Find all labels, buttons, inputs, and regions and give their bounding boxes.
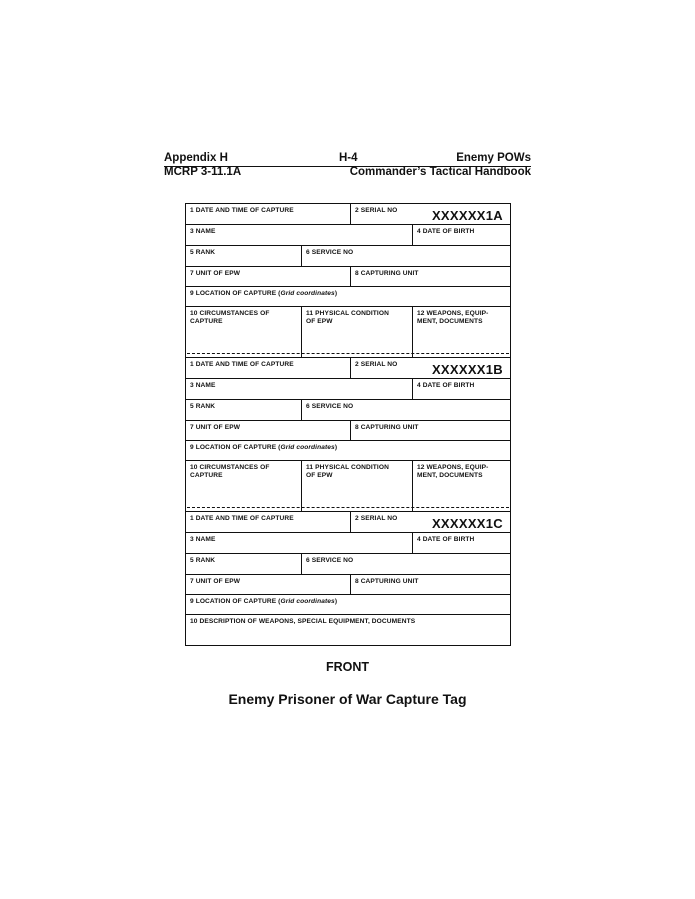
weapons-equipment-documents-field[interactable]: 12 WEAPONS, EQUIP- MENT, DOCUMENTS <box>412 307 510 357</box>
serial-number: XXXXXX1A <box>431 208 503 223</box>
weapons-equipment-documents-field[interactable]: 12 WEAPONS, EQUIP- MENT, DOCUMENTS <box>412 461 510 511</box>
unit-of-epw-field[interactable]: 7 UNIT OF EPW <box>190 424 241 431</box>
name-field[interactable]: 3 NAME <box>190 382 216 389</box>
capture-tag-a <box>185 203 511 357</box>
figure-title: Enemy Prisoner of War Capture Tag <box>228 691 467 707</box>
serial-number: XXXXXX1B <box>431 362 503 377</box>
date-time-of-capture-field[interactable]: 1 DATE AND TIME OF CAPTURE <box>190 207 294 214</box>
capture-tag-c <box>185 511 511 646</box>
serial-no-field[interactable]: 2 SERIAL NO XXXXXX1B <box>350 358 510 378</box>
date-of-birth-field[interactable]: 4 DATE OF BIRTH <box>412 225 510 245</box>
date-of-birth-field[interactable]: 4 DATE OF BIRTH <box>412 379 510 399</box>
page-number: H-4 <box>339 152 358 164</box>
publication-number: MCRP 3-11.1A <box>164 166 242 178</box>
service-no-field[interactable]: 6 SERVICE NO <box>301 400 510 420</box>
location-of-capture-field[interactable]: 9 LOCATION OF CAPTURE (Grid coordinates) <box>190 444 338 451</box>
rank-field[interactable]: 5 RANK <box>190 249 216 256</box>
physical-condition-field[interactable]: 11 PHYSICAL CONDITION OF EPW <box>301 307 412 357</box>
name-field[interactable]: 3 NAME <box>190 536 216 543</box>
serial-no-field[interactable]: 2 SERIAL NO XXXXXX1A <box>350 204 510 224</box>
publication-title: Commander’s Tactical Handbook <box>349 166 531 178</box>
section-title: Enemy POWs <box>456 152 531 164</box>
capturing-unit-field[interactable]: 8 CAPTURING UNIT <box>350 575 510 594</box>
circumstances-of-capture-field[interactable]: 10 CIRCUMSTANCES OF CAPTURE <box>190 310 270 325</box>
date-time-of-capture-field[interactable]: 1 DATE AND TIME OF CAPTURE <box>190 361 294 368</box>
perforation-line <box>187 507 509 508</box>
capture-tag-b <box>185 357 511 511</box>
date-time-of-capture-field[interactable]: 1 DATE AND TIME OF CAPTURE <box>190 515 294 522</box>
location-of-capture-field[interactable]: 9 LOCATION OF CAPTURE (Grid coordinates) <box>190 598 338 605</box>
appendix-label: Appendix H <box>164 152 228 164</box>
capturing-unit-field[interactable]: 8 CAPTURING UNIT <box>350 421 510 440</box>
serial-number: XXXXXX1C <box>431 516 503 531</box>
name-field[interactable]: 3 NAME <box>190 228 216 235</box>
capturing-unit-field[interactable]: 8 CAPTURING UNIT <box>350 267 510 286</box>
circumstances-of-capture-field[interactable]: 10 CIRCUMSTANCES OF CAPTURE <box>190 464 270 479</box>
page-header-line-1 <box>164 152 531 167</box>
rank-field[interactable]: 5 RANK <box>190 557 216 564</box>
description-of-weapons-field[interactable]: 10 DESCRIPTION OF WEAPONS, SPECIAL EQUIPMENT, DOCUMENTS <box>190 618 416 625</box>
unit-of-epw-field[interactable]: 7 UNIT OF EPW <box>190 578 241 585</box>
rank-field[interactable]: 5 RANK <box>190 403 216 410</box>
date-of-birth-field[interactable]: 4 DATE OF BIRTH <box>412 533 510 553</box>
location-of-capture-field[interactable]: 9 LOCATION OF CAPTURE (Grid coordinates) <box>190 290 338 297</box>
service-no-field[interactable]: 6 SERVICE NO <box>301 246 510 266</box>
perforation-line <box>187 353 509 354</box>
unit-of-epw-field[interactable]: 7 UNIT OF EPW <box>190 270 241 277</box>
page-header-line-2 <box>164 166 531 180</box>
service-no-field[interactable]: 6 SERVICE NO <box>301 554 510 574</box>
physical-condition-field[interactable]: 11 PHYSICAL CONDITION OF EPW <box>301 461 412 511</box>
front-label: FRONT <box>325 660 370 674</box>
serial-no-field[interactable]: 2 SERIAL NO XXXXXX1C <box>350 512 510 532</box>
